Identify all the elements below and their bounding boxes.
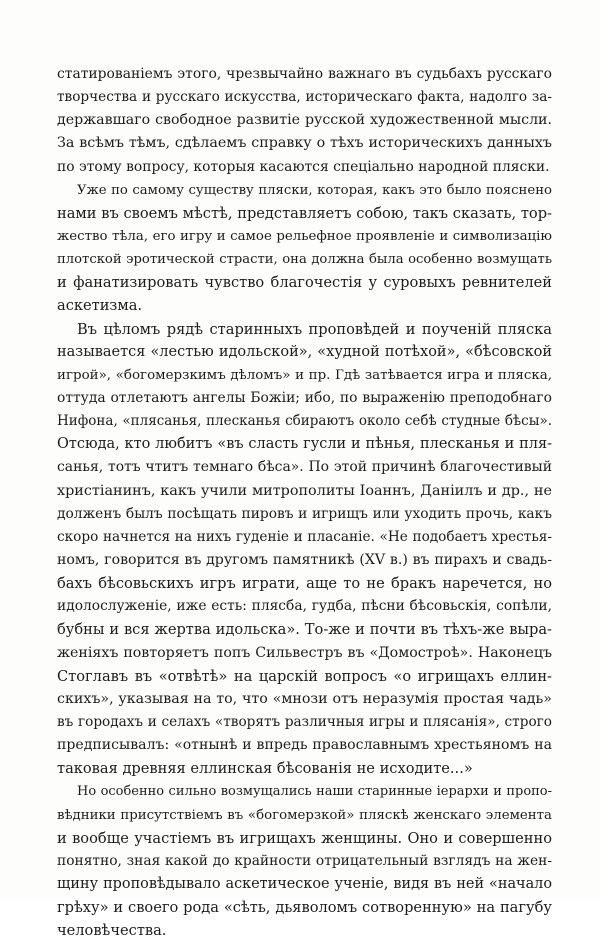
text-line: державшаго свободное развитіе русской художественной мысли. xyxy=(57,112,552,129)
text-line: творчества и русскаго искусства, историческаго факта, надолго за- xyxy=(57,89,552,106)
text-line: по этому вопросу, которыя касаются спеціально народной пляски. xyxy=(57,158,550,175)
text-line: аскетизма. xyxy=(57,297,143,315)
text-line: христіанинъ, какъ учили митрополиты Іоаннъ, Даніилъ и др., не xyxy=(57,482,552,499)
text-line: женіяхъ повторяетъ попъ Сильвестръ въ «Домостроѣ». Наконецъ xyxy=(57,644,552,661)
text-line: Уже по самому существу пляски, которая, какъ это было пояснено xyxy=(77,182,552,198)
text-line: и вообще участіемъ въ игрищахъ женщины. Оно и совершенно xyxy=(57,829,552,847)
text-line: понятно, зная какой до крайности отрицательный взглядъ на жен- xyxy=(57,852,552,869)
text-line: бахъ бѣсовьскихъ игръ играти, аще то не бракъ наречется, но xyxy=(57,575,552,593)
text-line: Стоглавъ въ «отвѣтѣ» на царскій вопросъ «о игрищахъ еллин- xyxy=(57,667,552,685)
text-line: скоро начнется на нихъ гуденіе и пласаніе. «Не подобаетъ хрестья- xyxy=(57,528,552,545)
text-line: скихъ», указывая на то, что «мнози отъ неразумія простая чадь» xyxy=(57,690,552,707)
text-line: и фанатизировать чувство благочестія у суровыхъ ревнителей xyxy=(57,274,552,292)
text-line: номъ, говорится въ другомъ памятникѣ (XV в.) въ пирахъ и свадь- xyxy=(57,551,552,568)
paragraph xyxy=(57,780,552,942)
text-line: таковая древняя еллинская бѣсованія не исходите...» xyxy=(57,760,473,778)
text-line: щину проповѣдывало аскетическое ученіе, видя въ ней «начало xyxy=(57,875,552,892)
text-line: называется «лестью идольской», «худной потѣхой», «бѣсовской xyxy=(57,343,552,360)
text-line: Отсюда, кто любитъ «въ сласть гусли и пѣнья, плесканья и пля- xyxy=(57,436,552,453)
text-line: предписывалъ: «отнынѣ и впредь православнымъ хрестьяномъ на xyxy=(57,737,552,754)
text-line: бубны и вся жертва идольска». То-же и почти въ тѣхъ-же выра- xyxy=(57,621,552,639)
paragraph xyxy=(57,179,552,318)
text-line: вѣдники присутствіемъ въ «богомерзкой» пляскѣ женскаго элемента xyxy=(57,807,552,823)
paragraph xyxy=(57,318,552,781)
text-line: За всѣмъ тѣмъ, сдѣлаемъ справку о тѣхъ историческихъ данныхъ xyxy=(57,135,552,152)
text-line: плотской эротической страсти, она должна была особенно возмущать xyxy=(57,252,552,268)
text-line: статированіемъ этого, чрезвычайно важнаго въ судьбахъ русскаго xyxy=(57,66,552,82)
text-line: нами въ своемъ мѣстѣ, представляетъ собою, такъ сказать, тор- xyxy=(57,204,552,222)
text-line: оттуда отлетаютъ ангелы Божіи; ибо, по выраженію преподобнаго xyxy=(57,389,552,406)
text-line: въ городахъ и селахъ «творятъ различныя игры и плясанія», строго xyxy=(57,713,552,730)
text-line: человѣчества. xyxy=(57,922,167,940)
text-line: Нифона, «плясанья, плесканья сбираютъ около себѣ студные бѣсы». xyxy=(57,413,552,430)
text-line: санья, тотъ чтитъ темнаго бѣса». По этой причинѣ благочестивый xyxy=(57,459,552,476)
text-line: долженъ былъ посѣщать пировъ и игрищъ или уходить прочь, какъ xyxy=(57,505,552,522)
text-line: Въ цѣломъ рядѣ старинныхъ проповѣдей и поученій пляска xyxy=(77,320,552,338)
text-line: Но особенно сильно возмущались наши старинные іерархи и пропо- xyxy=(77,784,552,800)
paragraph xyxy=(57,63,552,179)
text-line: грѣху» и своего рода «сѣть, дьяволомъ сотворенную» на пагубу xyxy=(57,899,552,917)
body-text xyxy=(57,63,552,942)
text-line: игрой», «богомерзкимъ дѣломъ» и пр. Гдѣ затѣвается игра и пляска, xyxy=(57,367,552,383)
text-line: идолослуженіе, иже есть: плясба, гудба, пѣсни бѣсовьскія, сопѣли, xyxy=(57,598,552,615)
text-line: жество тѣла, его игру и самое рельефное проявленіе и символизацію xyxy=(57,228,552,244)
